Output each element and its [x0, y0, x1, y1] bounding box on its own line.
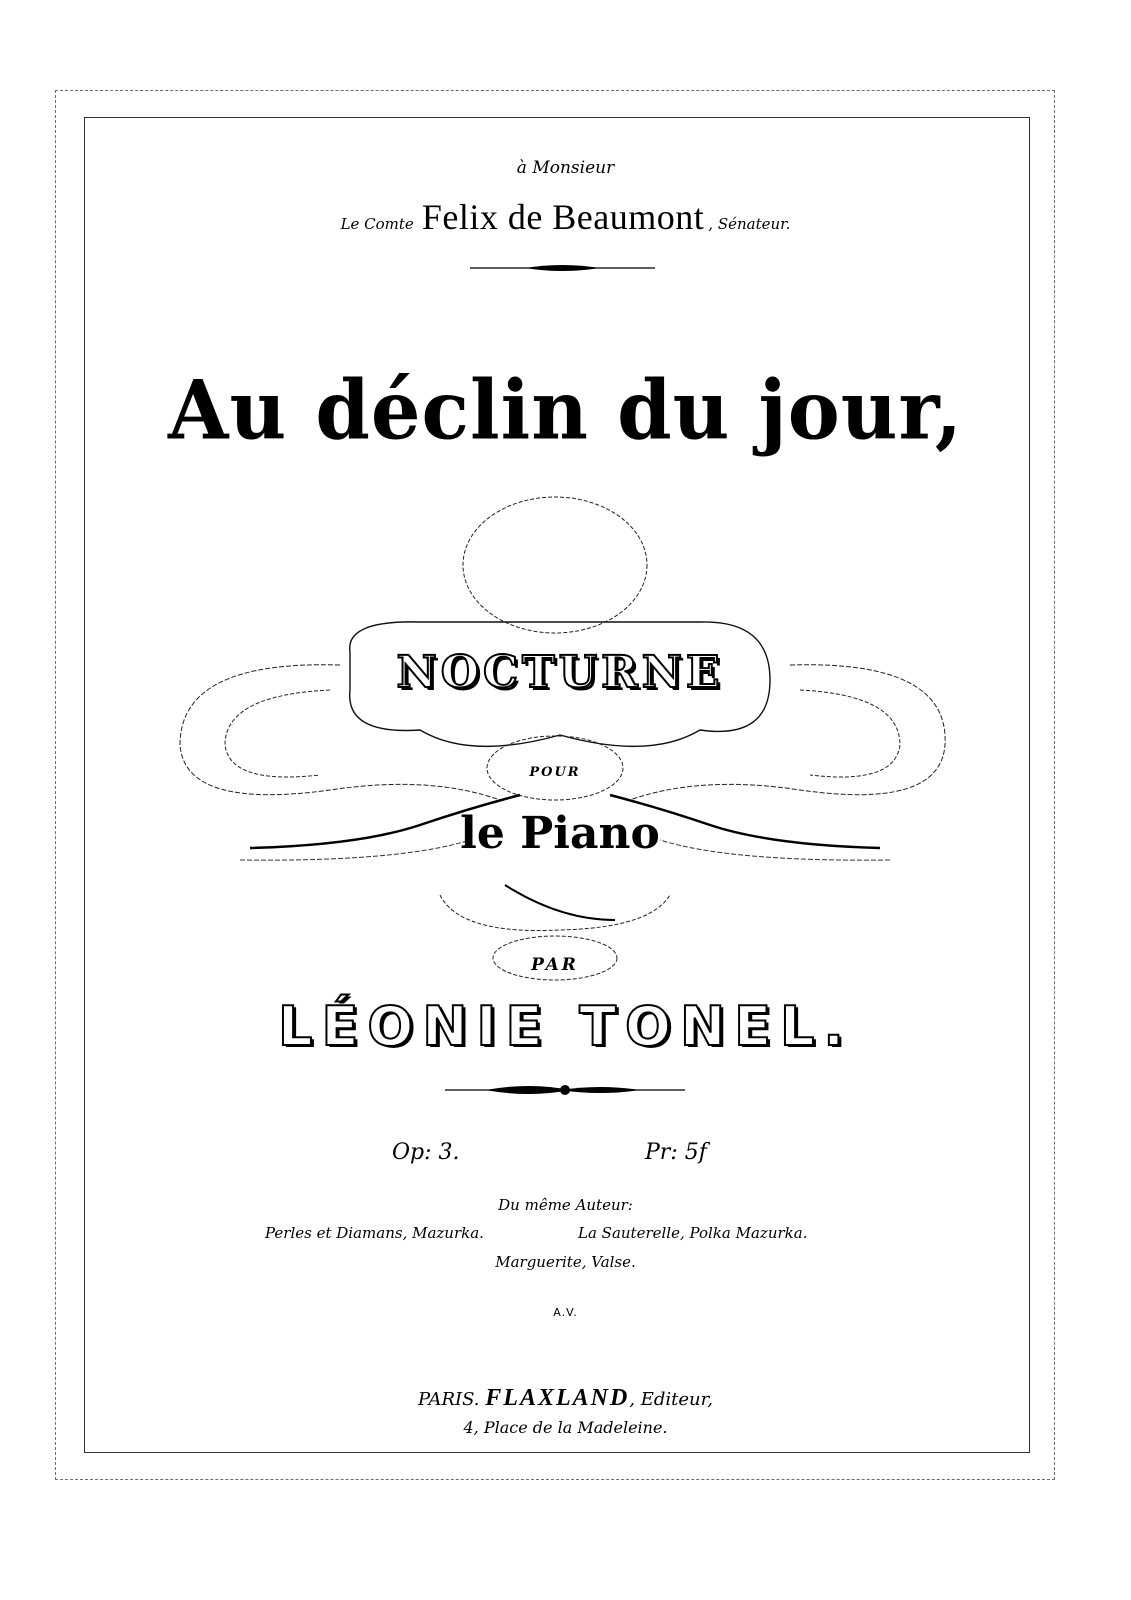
composer-name: LÉONIE TONEL.: [278, 995, 853, 1058]
instrument-label: le Piano: [460, 808, 660, 859]
publisher-name: FLAXLAND: [485, 1385, 630, 1411]
publisher-city: PARIS.: [418, 1389, 480, 1410]
other-work-item: Perles et Diamans, Mazurka.: [265, 1224, 484, 1242]
publisher-role: , Editeur,: [629, 1389, 713, 1410]
other-work-item: La Sauterelle, Polka Mazurka.: [578, 1224, 808, 1242]
dedication-line: [0, 196, 1131, 238]
dedication-rule: [470, 265, 655, 271]
publisher-line: [0, 1385, 1131, 1412]
genre-label: NOCTURNE: [396, 647, 724, 698]
other-works-heading: Du même Auteur:: [498, 1196, 633, 1214]
price: Pr: 5f: [645, 1140, 707, 1165]
par-label: PAR: [531, 955, 579, 975]
engraver-mark: A.V.: [553, 1306, 578, 1319]
work-title: Au déclin du jour,: [167, 362, 964, 459]
publisher-address: 4, Place de la Madeleine.: [463, 1418, 668, 1437]
opus-number: Op: 3.: [392, 1140, 460, 1165]
dedication-to: à Monsieur: [516, 158, 615, 178]
other-work-item: Marguerite, Valse.: [495, 1253, 636, 1271]
dedication-suffix: , Sénateur.: [708, 215, 791, 233]
dedication-title-prefix: Le Comte: [340, 215, 414, 233]
dedicatee-name: Felix de Beaumont: [421, 197, 705, 237]
composer-rule: [445, 1085, 685, 1095]
pour-label: POUR: [529, 765, 581, 780]
